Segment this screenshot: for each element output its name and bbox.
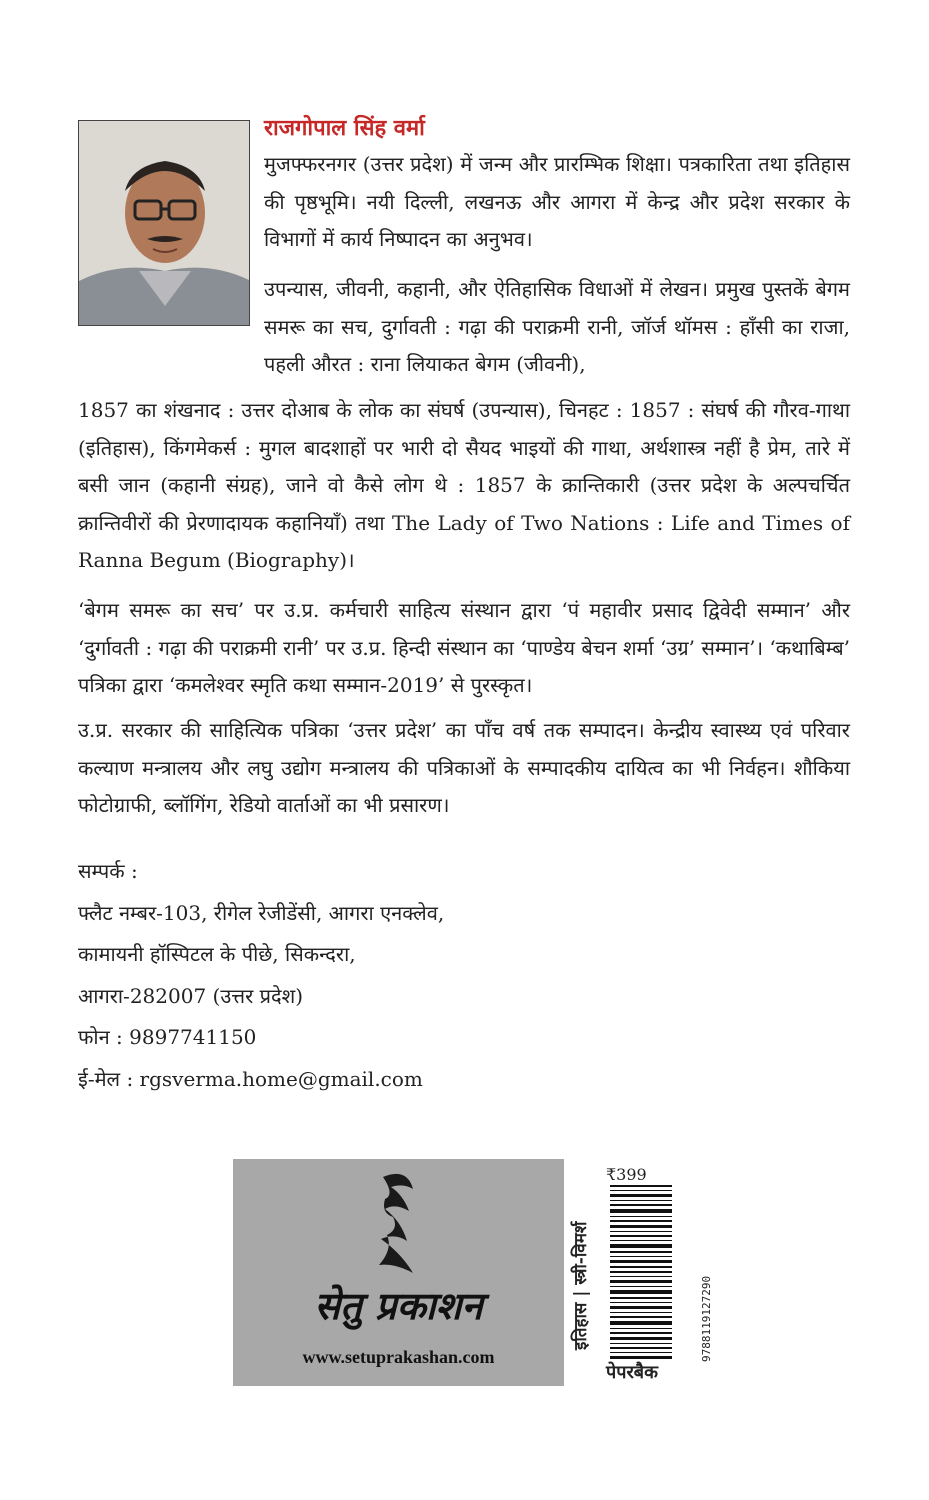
contact-block (78, 851, 444, 1100)
publisher-url[interactable]: www.setuprakashan.com (302, 1347, 495, 1367)
contact-address-line-1: फ्लैट नम्बर-103, रीगेल रेजीडेंसी, आगरा एनक्लेव, (78, 900, 445, 925)
author-photo-icon (79, 121, 250, 326)
bio-paragraph-4: उ.प्र. सरकार की साहित्यिक पत्रिका ‘उत्तर प्रदेश’ का पाँच वर्ष तक सम्पादन। केन्द्रीय स्वास्थ्य एवं परिवार कल्याण मन्त्रालय और लघु उद्योग मन्त्रालय की पत्रिकाओं के सम्पादकीय दायित्व का भी निर्वहन। शौकिया फोटोग्राफी, ब्लॉगिंग, रेडियो वार्ताओं का भी प्रसारण। (78, 718, 850, 817)
publisher-logo-box (233, 1159, 564, 1386)
contact-address-line-2: कामायनी हॉस्पिटल के पीछे, सिकन्दरा, (78, 942, 356, 966)
book-format: पेपरबैक (606, 1362, 658, 1383)
bio-paragraph-2-top: उपन्यास, जीवनी, कहानी, और ऐतिहासिक विधाओं में लेखन। प्रमुख पुस्तकें बेगम समरू का सच, दुर्गावती : गढ़ा की पराक्रमी रानी, जॉर्ज थॉमस : हाँसी का राजा, पहली औरत : राना लियाकत बेगम (जीवनी), (264, 277, 850, 376)
contact-heading: सम्पर्क : (78, 859, 138, 883)
contact-address-line-3: आगरा-282007 (उत्तर प्रदेश) (78, 983, 304, 1008)
publisher-name: सेतु प्रकाशन (314, 1283, 483, 1328)
contact-email[interactable]: ई-मेल : rgsverma.home@gmail.com (78, 1066, 423, 1091)
contact-phone: फोन : 9897741150 (78, 1025, 257, 1049)
author-photo (78, 120, 250, 326)
category-label: इतिहास | स्त्री-विमर्श (571, 1221, 591, 1350)
bio-paragraph-2-bottom: 1857 का शंखनाद : उत्तर दोआब के लोक का संघर्ष (उपन्यास), चिनहट : 1857 : संघर्ष की गौरव-गाथा (इतिहास), किंगमेकर्स : मुगल बादशाहों पर भारी दो सैयद भाइयों की गाथा, अर्थशास्त्र नहीं है प्रेम, तारे में बसी जान (कहानी संग्रह), जाने वो कैसे लोग थे : 1857 के क्रान्तिकारी (उत्तर प्रदेश के अल्पचर्चित क्रान्तिवीरों की प्रेरणादायक कहानियाँ) तथा The Lady of Two Nations : Life and Times of Ranna Begum (Biography)। (78, 398, 850, 572)
price: ₹399 (606, 1165, 647, 1184)
bio-paragraph-3: ‘बेगम समरू का सच’ पर उ.प्र. कर्मचारी साहित्य संस्थान द्वारा ‘पं महावीर प्रसाद द्विवेदी सम्मान’ और ‘दुर्गावती : गढ़ा की पराक्रमी रानी’ पर उ.प्र. हिन्दी संस्थान का ‘पाण्डेय बेचन शर्मा ‘उग्र’ सम्मान’। ‘कथाबिम्ब’ पत्रिका द्वारा ‘कमलेश्वर स्मृति कथा सम्मान-2019’ से पुरस्कृत। (78, 598, 850, 697)
isbn-number: 9788119127290 (700, 1275, 713, 1362)
bio-paragraph-1: मुजफ्फरनगर (उत्तर प्रदेश) में जन्म और प्रारम्भिक शिक्षा। पत्रकारिता तथा इतिहास की पृष्ठभूमि। नयी दिल्ली, लखनऊ और आगरा में केन्द्र और प्रदेश सरकार के विभागों में कार्य निष्पादन का अनुभव। (264, 152, 850, 251)
setu-logo-icon (373, 1169, 423, 1279)
barcode-icon (610, 1185, 672, 1361)
author-name: राजगोपाल सिंह वर्मा (264, 115, 425, 141)
